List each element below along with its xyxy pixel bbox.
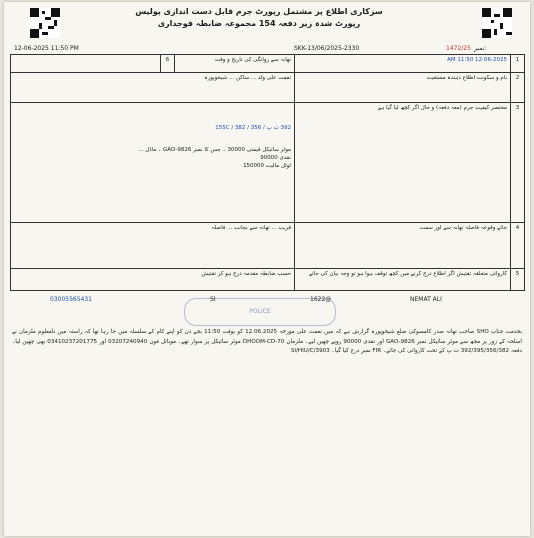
row1-value: 12-06-2025 11:50 AM (295, 55, 511, 73)
row4-label: جائے وقوعہ فاصلہ تھانہ سے اور سمت (295, 223, 511, 269)
row1-no: 1 (511, 55, 525, 73)
fir-number-label: نمبر: (474, 45, 487, 52)
document-title: سرکاری اطلاع پر مشتمل رپورٹ جرم قابل دست اندازی پولیس رپورٹ شدہ زیر دفعہ 154 مجموعہ ضابطہ فوجداری (135, 7, 383, 28)
fir-document-page (4, 2, 530, 536)
row3-label: مختصر کیفیت جرم (معہ دفعہ) و حال اگر کچھ لیا گیا ہے (295, 103, 511, 223)
fir-number: 1472/25 (446, 45, 471, 52)
row4-no: 4 (511, 223, 525, 269)
police-stamp: POLICE (184, 298, 336, 326)
row3-value (11, 103, 295, 223)
row3-no: 3 (511, 103, 525, 223)
row2-label: نام و سکونت اطلاع دہندہ مستغیث (295, 73, 511, 103)
stolen-item-3: ٹوٹل مالیت 150000 (243, 163, 291, 169)
row2-no: 2 (511, 73, 525, 103)
qr-code-right (482, 8, 512, 38)
signature-phone: 03005565431 (50, 296, 92, 303)
row4-value: قریب ... تھانہ سے بجانب ... فاصلہ (11, 223, 295, 269)
row2-value: نعمت علی ولد ... ساکن ... شیخوپورہ (11, 73, 295, 103)
stolen-item-1: موٹر سائیکل قیمتی 30000 ۔ جس کا نمبر GAO-9826 ۔ ماڈل ... (138, 147, 291, 153)
row6-no: 6 (161, 55, 175, 73)
stolen-item-2: نقدی 90000 (260, 155, 291, 161)
police-station-code: SKK-13/06/2025-2330 (294, 45, 360, 52)
signature-code: 1622@ (310, 296, 332, 303)
signature-rank: SI (210, 296, 216, 303)
row6-value (11, 55, 161, 73)
row5-value: حسب ضابطہ مقدمہ درج ہو کر تفتیش (11, 269, 295, 291)
row5-label: کاروائی متعلقہ تفتیش اگر اطلاع درج کرنے میں کچھ توقف ہوا ہو تو وجہ بیان کی جائے (295, 269, 511, 291)
signature-name: NEMAT ALI (410, 296, 442, 303)
fir-table (10, 54, 525, 291)
row3-sections: 392 ت پ / 356 / 382 / 155C (215, 125, 291, 131)
report-datetime: 12-06-2025 11:50 PM (14, 45, 79, 52)
qr-code-left (30, 8, 60, 38)
row6-label: تھانہ سے روانگی کی تاریخ و وقت (175, 55, 295, 73)
complaint-body-text: بخدمت جناب SHO صاحب تھانہ صدر کامسوکی ضلع شیخوپورہ گزارش ہے کہ میں نعمت علی مورخہ 12.06.2025 کو بوقت 11:50 بجے دن کو اپنے کام کے سلسلہ میں جا رہا تھا کہ راستہ میں نامعلوم ملزمان نے اسلحہ کے زور پر مجھ سے موٹر سائیکل نمبر GAO-9826 اور نقدی 90000 روپے چھین لیے۔ ملزمان DHOOM-CD-70 موٹر سائیکل پر سوار تھے۔ موبائل فون 03207240940 اور 03410237201775 بھی چھین لیا۔ دفعہ 392/395/356/382 ت پ کے تحت کاروائی کی جائے۔ FIR نمبر درج کیا گیا۔ SI/HIU/C/3903 (12, 329, 522, 355)
row5-no: 5 (511, 269, 525, 291)
